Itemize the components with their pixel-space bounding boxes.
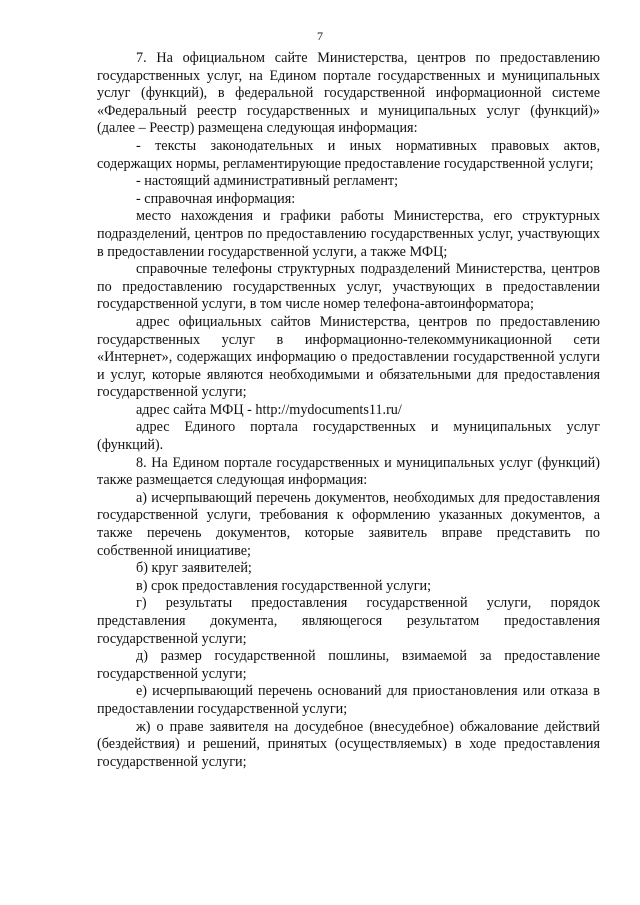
paragraph-reference-info: - справочная информация: xyxy=(136,190,296,207)
paragraph-item-a: а) исчерпывающий перечень документов, необходимых для предоставления государственной услуги, требования к оформлению указанных документов, а также перечень документов, которые заявитель вправе представить по собственной инициативе; xyxy=(97,489,600,559)
paragraph-locations-schedules: место нахождения и графики работы Министерства, его структурных подразделений, центров по предоставлению государственных услуг, участвующих в предоставлении государственной услуги, а также МФЦ; xyxy=(97,208,600,260)
document-body xyxy=(97,50,600,771)
paragraph-admin-regulation: - настоящий административный регламент; xyxy=(136,173,399,190)
paragraph-item-e: е) исчерпывающий перечень оснований для приостановления или отказа в предоставлении государственной услуги; xyxy=(97,683,600,717)
paragraph-section-8-intro: 8. На Едином портале государственных и муниципальных услуг (функций) также размещается следующая информация: xyxy=(97,454,600,489)
paragraph-mfc-website: адрес сайта МФЦ - http://mydocuments11.ru/ xyxy=(136,401,402,418)
paragraph-section-7-intro: 7. На официальном сайте Министерства, центров по предоставлению государственных услуг, на Едином портале государственных и муниципальных услуг (функций), в федеральной государственной информационной системе «Федеральный реестр государственных и муниципальных услуг (функций)» (далее – Реестр) размещена следующая информация: xyxy=(97,50,600,137)
page-number: 7 xyxy=(317,29,323,43)
paragraph-item-zh: ж) о праве заявителя на досудебное (внесудебное) обжалование действий (бездействия) и решений, принятых (осуществляемых) в ходе предоставления государственной услуги; xyxy=(97,718,600,770)
paragraph-official-websites: адрес официальных сайтов Министерства, центров по предоставлению государственных услуг в информационно-телекоммуникационной сети «Интернет», содержащих информацию о предоставлении государственной услуги и услуг, которые являются необходимыми и обязательными для предоставления государственной услуги; xyxy=(97,313,600,401)
paragraph-item-b: б) круг заявителей; xyxy=(136,560,252,577)
paragraph-legal-acts: - тексты законодательных и иных нормативных правовых актов, содержащих нормы, регламентирующие предоставление государственной услуги; xyxy=(97,137,600,172)
paragraph-item-d: д) размер государственной пошлины, взимаемой за предоставление государственной услуги; xyxy=(97,648,600,682)
paragraph-item-g: г) результаты предоставления государственной услуги, порядок представления документа, являющегося результатом предоставления государственной услуги; xyxy=(97,595,600,647)
paragraph-item-v: в) срок предоставления государственной услуги; xyxy=(136,577,432,594)
paragraph-portal-address: адрес Единого портала государственных и муниципальных услуг (функций). xyxy=(97,419,600,454)
paragraph-phone-numbers: справочные телефоны структурных подразделений Министерства, центров по предоставлению государственных услуг, участвующих в предоставлении государственной услуги, в том числе номер телефона-автоинформатора; xyxy=(97,261,600,313)
